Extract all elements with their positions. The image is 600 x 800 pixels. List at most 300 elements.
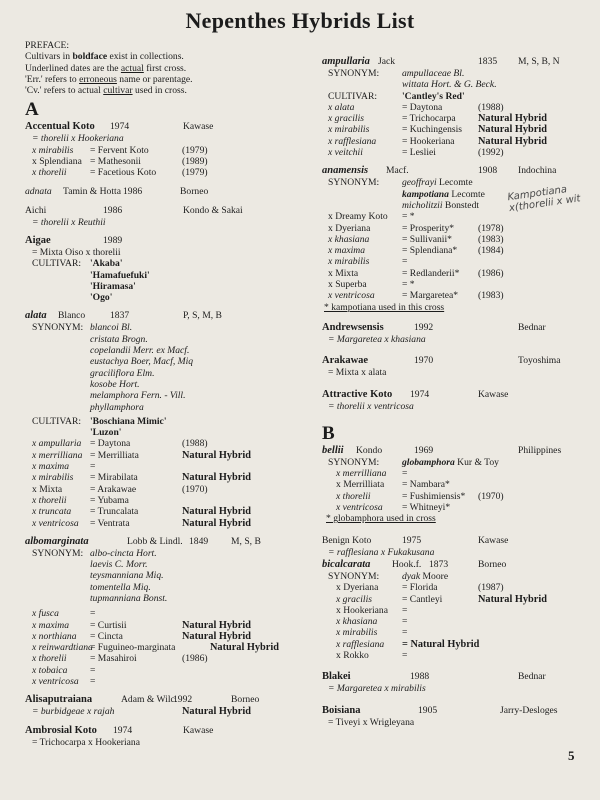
entry-origin: Bednar bbox=[518, 671, 546, 683]
preface-line bbox=[25, 63, 320, 74]
cross-row bbox=[25, 608, 320, 619]
cross-parent: x Dreamy Koto bbox=[328, 211, 388, 223]
preface-line bbox=[25, 85, 320, 96]
entry-origin: Borneo bbox=[478, 558, 507, 570]
cross-result: = bbox=[402, 616, 408, 628]
preface-text: 'Err.' refers to bbox=[25, 73, 80, 85]
cross-result: = Florida bbox=[402, 582, 438, 594]
parentage-row bbox=[25, 706, 320, 717]
cross-parent: x ventricosa bbox=[328, 290, 375, 302]
entry-name: Aigae bbox=[25, 234, 51, 246]
cross-row bbox=[322, 502, 594, 513]
cross-result: = bbox=[402, 627, 408, 639]
cross-row bbox=[25, 484, 320, 495]
entry-year: 1974 bbox=[113, 724, 133, 736]
entry-year: 1908 bbox=[478, 165, 498, 177]
cross-result: = Masahiroi bbox=[90, 653, 137, 665]
synonym-label: SYNONYM: bbox=[328, 456, 380, 468]
entry-header bbox=[25, 235, 320, 247]
entry-year: 1989 bbox=[103, 234, 123, 246]
cross-result: = * bbox=[402, 279, 415, 291]
entry-origin: Kawase bbox=[478, 534, 509, 546]
entry-parentage: = Trichocarpa x Hookeriana bbox=[32, 736, 140, 748]
entry-header bbox=[322, 165, 594, 177]
cross-parent: x ventricosa bbox=[32, 676, 79, 688]
entry-origin: Kawase bbox=[478, 388, 509, 400]
cross-parent: x thorelii bbox=[32, 494, 67, 506]
synonym-name: tupmanniana Bonst. bbox=[90, 592, 168, 604]
cross-note: Natural Hybrid bbox=[182, 619, 251, 631]
entry-parentage: = thorelii x Hookeriana bbox=[32, 133, 124, 145]
cross-year: (1970) bbox=[478, 490, 504, 502]
entry-bicalcarata bbox=[322, 559, 594, 661]
cross-parent: x ventricosa bbox=[336, 502, 383, 514]
synonym-name: cristata Brogn. bbox=[90, 333, 148, 345]
entry-year: 1974 bbox=[410, 388, 430, 400]
cross-row bbox=[322, 223, 594, 234]
entry-name: ampullaria bbox=[322, 56, 370, 67]
cross-row bbox=[322, 627, 594, 638]
cross-result: = Splendiana* bbox=[402, 245, 458, 257]
synonym-row bbox=[25, 368, 320, 379]
cross-year: (1988) bbox=[478, 101, 504, 113]
synonym-row bbox=[25, 582, 320, 593]
cross-year: (1978) bbox=[478, 222, 504, 234]
entry-benign-koto bbox=[322, 535, 594, 558]
cultivar-row bbox=[322, 91, 594, 102]
cross-row bbox=[322, 147, 594, 158]
synonym-row bbox=[322, 457, 594, 468]
synonym-name: laevis C. Morr. bbox=[90, 559, 148, 571]
entry-parentage: = Mixta x alata bbox=[328, 367, 387, 379]
cross-row bbox=[322, 211, 594, 222]
cross-row bbox=[25, 472, 320, 483]
synonym-row bbox=[25, 570, 320, 581]
cross-row bbox=[322, 136, 594, 147]
entry-parentage: = Tiveyi x Wrigleyana bbox=[328, 716, 415, 728]
entry-header bbox=[322, 671, 594, 683]
synonym-name: dyak bbox=[402, 570, 421, 582]
cultivar-name: 'Boschiana Mimic' bbox=[90, 415, 167, 427]
entry-header bbox=[322, 559, 594, 571]
synonym-row bbox=[25, 345, 320, 356]
cultivar-name: 'Hiramasa' bbox=[90, 280, 136, 292]
synonym-name: melamphora Fern. - Vill. bbox=[90, 390, 186, 402]
entry-origin: Kondo & Sakai bbox=[183, 204, 243, 216]
cross-row bbox=[322, 594, 594, 605]
synonym-label: SYNONYM: bbox=[328, 68, 380, 79]
cross-row bbox=[322, 479, 594, 490]
entry-header bbox=[25, 725, 320, 737]
cultivar-label: CULTIVAR: bbox=[328, 90, 378, 102]
right-column bbox=[322, 56, 594, 728]
cross-parent: x veitchii bbox=[328, 147, 363, 159]
cross-row bbox=[25, 450, 320, 461]
cross-year: (1987) bbox=[478, 582, 504, 594]
cross-result: = Hookeriana bbox=[402, 135, 455, 147]
entry-origin: Toyoshima bbox=[518, 355, 561, 367]
entry-year: 1975 bbox=[402, 534, 422, 546]
cross-year: (1979) bbox=[182, 144, 208, 156]
cross-parent: x fusca bbox=[32, 608, 59, 620]
entry-name: Arakawae bbox=[322, 355, 369, 367]
entry-name: anamensis bbox=[322, 165, 369, 177]
cross-parent: x Mixta bbox=[32, 483, 63, 495]
entry-header bbox=[322, 535, 594, 547]
synonym-name: globamphora bbox=[402, 456, 455, 468]
entry-year: 1986 bbox=[123, 185, 143, 197]
cross-parent: x northiana bbox=[32, 630, 77, 642]
cross-note: Natural Hybrid bbox=[478, 593, 547, 605]
entry-header bbox=[25, 694, 320, 706]
cross-row bbox=[25, 145, 320, 156]
entry-origin: Indochina bbox=[518, 165, 557, 177]
cross-result: = Mathesonii bbox=[90, 156, 141, 168]
cross-result: = Merrilliata bbox=[90, 449, 139, 461]
cross-parent: x ventricosa bbox=[32, 517, 79, 529]
cross-row bbox=[25, 642, 320, 653]
cross-row bbox=[25, 506, 320, 517]
cross-result: = Kuchingensis bbox=[402, 124, 463, 136]
cross-parent: x Dyeriana bbox=[328, 222, 371, 234]
synonym-row bbox=[25, 593, 320, 604]
entry-author: Adam & Wilc. bbox=[121, 694, 178, 706]
preface-text: used in cross. bbox=[132, 85, 187, 97]
cross-result: = Cincta bbox=[90, 630, 123, 642]
entry-adnata bbox=[25, 186, 320, 198]
entry-alisaputraiana bbox=[25, 694, 320, 717]
cross-row bbox=[322, 113, 594, 124]
cross-parent: x reinwardtiana bbox=[32, 642, 93, 654]
preface-text: 'Cv.' refers to actual bbox=[25, 85, 104, 97]
cross-result: = Fuguineo-marginata bbox=[90, 642, 176, 654]
cultivar-row bbox=[25, 292, 320, 303]
preface-line bbox=[25, 74, 320, 85]
cross-result: = Yubama bbox=[90, 494, 129, 506]
cross-year: (1983) bbox=[478, 233, 504, 245]
cross-parent: x mirabilis bbox=[32, 144, 74, 156]
synonym-author: Moore bbox=[420, 570, 449, 582]
cross-result: = Daytona bbox=[90, 438, 131, 450]
cross-result: = bbox=[402, 468, 408, 480]
entry-author: Hook.f. bbox=[392, 558, 422, 570]
entry-header bbox=[322, 355, 594, 367]
cross-row bbox=[322, 639, 594, 650]
cross-row bbox=[25, 631, 320, 642]
synonym-row bbox=[25, 356, 320, 367]
cross-note: Natural Hybrid bbox=[182, 630, 251, 642]
entry-parentage: = burbidgeae x rajah bbox=[32, 706, 115, 718]
synonym-author: Lecomte bbox=[448, 188, 485, 200]
cross-parent: x merrilliana bbox=[32, 449, 83, 461]
cross-row bbox=[25, 620, 320, 631]
entry-origin: P, S, M, B bbox=[183, 310, 222, 322]
cross-note: Natural Hybrid bbox=[182, 517, 251, 529]
synonym-label: SYNONYM: bbox=[328, 570, 380, 582]
synonym-name: kosobe Hort. bbox=[90, 378, 140, 390]
cross-parent: x alata bbox=[328, 101, 355, 113]
entry-alata bbox=[25, 310, 320, 528]
cross-parent: x thorelii bbox=[336, 490, 371, 502]
cross-result: = Ventrata bbox=[90, 517, 130, 529]
entry-origin: Jarry-Desloges bbox=[500, 704, 558, 716]
cross-parent: x mirabilis bbox=[32, 472, 74, 484]
entry-header bbox=[25, 186, 320, 198]
entry-origin: M, S, B bbox=[231, 535, 261, 547]
cross-result: = Prosperity* bbox=[402, 222, 455, 234]
synonym-row bbox=[25, 548, 320, 559]
synonym-row bbox=[25, 334, 320, 345]
synonym-name: copelandii Merr. ex Macf. bbox=[90, 345, 190, 357]
entry-ambrosial-koto bbox=[25, 725, 320, 748]
entry-author: Tamin & Hotta bbox=[63, 185, 121, 197]
entry-header bbox=[25, 536, 320, 548]
synonym-name: graciliflora Elm. bbox=[90, 367, 155, 379]
entry-arakawae bbox=[322, 355, 594, 378]
cross-year: (1988) bbox=[182, 438, 208, 450]
cross-result: = bbox=[90, 664, 96, 676]
entry-aichi bbox=[25, 205, 320, 228]
entry-author: Kondo bbox=[356, 444, 383, 456]
entry-year: 1849 bbox=[189, 535, 209, 547]
cross-row bbox=[322, 245, 594, 256]
cross-result: = bbox=[90, 608, 96, 620]
cultivar-name: 'Akaba' bbox=[90, 258, 123, 270]
cross-parent: x Dyeriana bbox=[336, 582, 379, 594]
cross-result: = bbox=[402, 604, 408, 616]
entry-origin: Borneo bbox=[231, 694, 260, 706]
cross-year: (1970) bbox=[182, 483, 208, 495]
cross-year: (1989) bbox=[182, 156, 208, 168]
preface-text: Underlined dates are the bbox=[25, 62, 121, 74]
synonym-name: blancoi Bl. bbox=[90, 322, 133, 334]
entry-andrewsensis bbox=[322, 322, 594, 345]
entry-origin: Philippines bbox=[518, 444, 562, 456]
entry-blakei bbox=[322, 671, 594, 694]
entry-year: 1974 bbox=[110, 121, 130, 133]
cross-row bbox=[322, 234, 594, 245]
cross-row bbox=[322, 468, 594, 479]
cultivar-label: CULTIVAR: bbox=[32, 415, 82, 427]
entry-header bbox=[322, 322, 594, 334]
entry-parentage: = rafflesiana x Fukakusana bbox=[328, 546, 435, 558]
cross-parent: x Hookeriana bbox=[336, 604, 388, 616]
entry-header bbox=[322, 705, 594, 717]
entry-author: Blanco bbox=[58, 310, 86, 322]
cross-result: = Fervent Koto bbox=[90, 144, 149, 156]
entry-accentual-koto bbox=[25, 121, 320, 178]
entry-aigae bbox=[25, 235, 320, 303]
entry-name: Alisaputraiana bbox=[25, 694, 93, 706]
cross-result: = Redlanderii* bbox=[402, 267, 460, 279]
cross-row bbox=[25, 653, 320, 664]
entry-year: 1992 bbox=[173, 694, 193, 706]
cross-result: = Natural Hybrid bbox=[402, 638, 480, 650]
cross-year: (1983) bbox=[478, 290, 504, 302]
cross-row bbox=[322, 582, 594, 593]
cross-parent: x Splendiana bbox=[32, 156, 82, 168]
synonym-name: eustachya Boer, Macf, Miq bbox=[90, 356, 194, 368]
cross-parent: x ampullaria bbox=[32, 438, 82, 450]
entry-note: Natural Hybrid bbox=[182, 706, 251, 718]
cross-parent: x thorelii bbox=[32, 653, 67, 665]
entry-footnote: * globamphora used in cross bbox=[326, 513, 436, 525]
preface-text: first cross. bbox=[143, 62, 187, 74]
entry-header bbox=[322, 445, 594, 457]
synonym-name: albo-cincta Hort. bbox=[90, 547, 157, 559]
preface-underline: cultivar bbox=[103, 85, 133, 97]
synonym-row bbox=[322, 79, 594, 90]
cross-parent: x gracilis bbox=[328, 113, 364, 125]
cross-row bbox=[25, 676, 320, 687]
preface-underline: erroneous bbox=[79, 73, 117, 85]
entry-origin: Bednar bbox=[518, 321, 546, 333]
entry-year: 1970 bbox=[414, 355, 434, 367]
entry-year: 1837 bbox=[110, 310, 130, 322]
cultivar-label: CULTIVAR: bbox=[32, 258, 82, 270]
synonym-label: SYNONYM: bbox=[32, 322, 84, 334]
cross-row bbox=[25, 495, 320, 506]
entry-name: Benign Koto bbox=[322, 534, 372, 546]
cross-parent: x thorelii bbox=[32, 167, 67, 179]
entry-name: bellii bbox=[322, 444, 344, 456]
entry-attractive-koto bbox=[322, 389, 594, 412]
synonym-row bbox=[322, 571, 594, 582]
cross-year: (1986) bbox=[182, 653, 208, 665]
entry-name: Boisiana bbox=[322, 704, 361, 716]
preface-text: name or parentage. bbox=[116, 73, 193, 85]
preface-heading: PREFACE: bbox=[25, 40, 70, 51]
cross-row bbox=[25, 665, 320, 676]
synonym-name: tomentella Miq. bbox=[90, 581, 151, 593]
synonym-name: kampotiana bbox=[402, 188, 449, 200]
cross-result: = Cantleyi bbox=[402, 593, 443, 605]
entry-albomarginata bbox=[25, 536, 320, 688]
entry-header bbox=[322, 56, 594, 68]
synonym-author: Lecomte bbox=[436, 177, 473, 189]
entry-parentage: = Mixta Oiso x thorelii bbox=[32, 246, 121, 258]
entry-name: albomarginata bbox=[25, 535, 89, 547]
cross-note: Natural Hybrid bbox=[478, 135, 547, 147]
cross-result: = Margaretea* bbox=[402, 290, 459, 302]
synonym-row bbox=[25, 559, 320, 570]
entry-author: Jack bbox=[378, 56, 396, 67]
synonym-row bbox=[25, 379, 320, 390]
entry-name: Andrewsensis bbox=[322, 321, 384, 333]
entry-author: Macf. bbox=[386, 165, 409, 177]
cross-row bbox=[322, 650, 594, 661]
synonym-label: SYNONYM: bbox=[32, 547, 84, 559]
entry-year: 1992 bbox=[414, 321, 434, 333]
synonym-name: wittata Hort. & G. Beck. bbox=[402, 79, 497, 91]
entry-origin: Kawase bbox=[183, 724, 214, 736]
entry-name: Accentual Koto bbox=[25, 121, 95, 133]
entry-boisiana bbox=[322, 705, 594, 728]
page-number: 5 bbox=[568, 748, 575, 763]
synonym-row bbox=[25, 390, 320, 401]
entry-bellii bbox=[322, 445, 594, 525]
cultivar-name: 'Cantley's Red' bbox=[402, 90, 465, 102]
cross-result: = * bbox=[402, 211, 415, 223]
cross-result: = Facetious Koto bbox=[90, 167, 157, 179]
synonym-name: geoffrayi bbox=[402, 177, 437, 189]
cross-parent: x gracilis bbox=[336, 593, 372, 605]
entry-parentage: = thorelii x Reuthii bbox=[32, 216, 106, 228]
cultivar-row bbox=[25, 427, 320, 438]
cultivar-name: 'Hamafuefuki' bbox=[90, 269, 150, 281]
cross-year: (1986) bbox=[478, 267, 504, 279]
cross-parent: x maxima bbox=[32, 461, 70, 473]
preface-line bbox=[25, 51, 320, 62]
entry-year: 1988 bbox=[410, 671, 430, 683]
cross-parent: x tobaica bbox=[32, 664, 68, 676]
cross-row bbox=[322, 256, 594, 267]
cross-result: = Daytona bbox=[402, 101, 443, 113]
synonym-author: Bonstedt bbox=[442, 199, 480, 211]
cross-row bbox=[25, 167, 320, 178]
cross-note: Natural Hybrid bbox=[182, 449, 251, 461]
entry-footnote: * kampotiana used in this cross bbox=[324, 301, 445, 313]
cross-result: = Sullivanii* bbox=[402, 233, 452, 245]
entry-year: 1835 bbox=[478, 56, 498, 67]
cultivar-name: 'Luzon' bbox=[90, 427, 122, 439]
cross-result: = Lesliei bbox=[402, 147, 436, 159]
cross-parent: x mirabilis bbox=[328, 256, 370, 268]
cross-row bbox=[322, 616, 594, 627]
cross-row bbox=[25, 461, 320, 472]
cross-parent: x maxima bbox=[32, 619, 70, 631]
cross-row bbox=[25, 156, 320, 167]
cultivar-row bbox=[25, 281, 320, 292]
entry-header bbox=[25, 205, 320, 217]
cross-note: Natural Hybrid bbox=[210, 642, 279, 654]
cross-parent: x Merrilliata bbox=[336, 479, 385, 491]
entry-year: 1905 bbox=[418, 704, 438, 716]
cross-result: = Whitneyi* bbox=[402, 502, 451, 514]
cross-parent: x Mixta bbox=[328, 267, 359, 279]
cross-row bbox=[322, 279, 594, 290]
entry-name: Aichi bbox=[25, 204, 47, 216]
preface-bold: boldface bbox=[72, 51, 108, 63]
entry-name: alata bbox=[25, 310, 47, 322]
cross-result: = Truncalata bbox=[90, 506, 139, 518]
cross-result: = Mirabilata bbox=[90, 472, 138, 484]
cross-result: = Trichocarpa bbox=[402, 113, 456, 125]
entry-parentage: = Margaretea x mirabilis bbox=[328, 683, 426, 695]
cross-result: = Nambara* bbox=[402, 479, 450, 491]
entry-parentage: = Margaretea x khasiana bbox=[328, 333, 426, 345]
left-column bbox=[25, 40, 320, 748]
preface bbox=[25, 40, 320, 96]
entry-name: adnata bbox=[25, 185, 52, 197]
entry-name: Ambrosial Koto bbox=[25, 724, 97, 736]
entry-ampullaria bbox=[322, 56, 594, 158]
entry-year: 1986 bbox=[103, 204, 123, 216]
cross-year: (1979) bbox=[182, 167, 208, 179]
entry-name: bicalcarata bbox=[322, 558, 371, 570]
synonym-name: teysmanniana Miq. bbox=[90, 570, 164, 582]
cultivar-row bbox=[25, 270, 320, 281]
synonym-row bbox=[322, 68, 594, 79]
cross-parent: x khasiana bbox=[336, 616, 378, 628]
entry-origin: M, S, B, N bbox=[518, 56, 560, 67]
cross-result: = Curtisii bbox=[90, 619, 127, 631]
cross-note: Natural Hybrid bbox=[182, 472, 251, 484]
cultivar-name: 'Ogo' bbox=[90, 292, 113, 304]
entry-header bbox=[25, 310, 320, 322]
cross-note: Natural Hybrid bbox=[182, 506, 251, 518]
cross-row bbox=[322, 268, 594, 279]
